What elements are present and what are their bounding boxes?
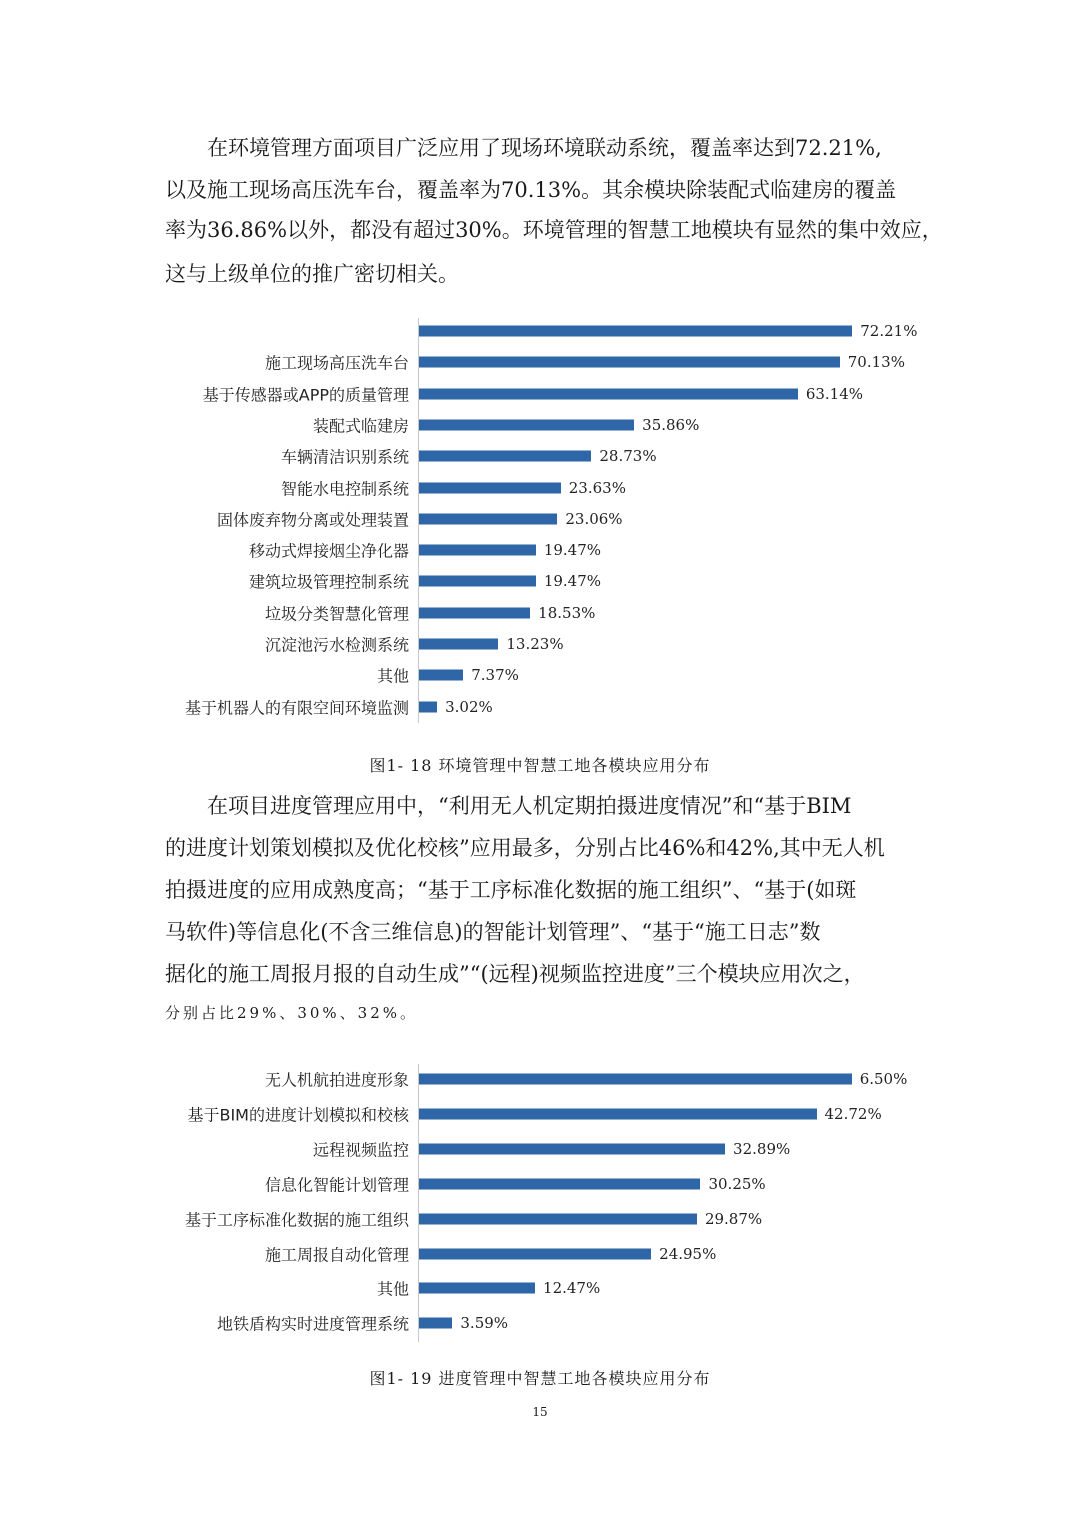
category-label: 垃圾分类智慧化管理: [264, 604, 409, 624]
category-label: 地铁盾构实时进度管理系统: [216, 1314, 409, 1334]
bar: [419, 1248, 651, 1259]
progress-module-bar-chart: [0, 1060, 1080, 1345]
data-label: 23.06%: [565, 509, 623, 528]
category-label: 基于传感器或APP的质量管理: [202, 385, 409, 405]
data-label: 28.73%: [599, 447, 657, 466]
data-label: 29.87%: [704, 1209, 763, 1228]
data-label: 12.47%: [543, 1279, 601, 1298]
category-label: 基于BIM的进度计划模拟和校核: [187, 1105, 409, 1125]
category-label: 建筑垃圾管理控制系统: [248, 572, 409, 592]
category-label: 装配式临建房: [312, 416, 409, 436]
chart-axis-line: [418, 1064, 419, 1342]
data-label: 19.47%: [543, 541, 602, 560]
text-line: 以及施工现场高压洗车台，覆盖率为70.13%。其余模块除装配式临建房的覆盖: [165, 178, 897, 202]
bar: [419, 326, 852, 337]
bar: [419, 482, 561, 493]
bar: [419, 1213, 697, 1224]
text-line: 在环境管理方面项目广泛应用了现场环境联动系统，覆盖率达到72.21%,: [207, 136, 882, 160]
environment-module-bar-chart: [0, 310, 1080, 730]
text-line: 马软件)等信息化(不含三维信息)的智能计划管理”、“基于“施工日志”数: [165, 920, 821, 944]
data-label: 63.14%: [805, 384, 864, 403]
data-label: 19.47%: [543, 572, 602, 591]
category-label: 基于机器人的有限空间环境监测: [184, 698, 409, 718]
bar: [419, 576, 536, 587]
data-label: 72.21%: [860, 322, 918, 340]
category-label: 移动式焊接烟尘净化器: [248, 541, 409, 561]
data-label: 24.95%: [659, 1244, 717, 1263]
bar: [419, 1318, 452, 1329]
data-label: 30.25%: [708, 1174, 766, 1193]
page-number: 15: [532, 1405, 548, 1419]
data-label: 18.53%: [538, 603, 596, 622]
bar: [419, 639, 498, 650]
category-label: 其他: [376, 1279, 409, 1299]
text-line: 率为36.86%以外，都没有超过30%。环境管理的智慧工地模块有显然的集中效应，: [165, 218, 943, 242]
data-label: 7.37%: [471, 666, 519, 685]
bar: [419, 388, 798, 399]
text-line: 的进度计划策划模拟及优化校核”应用最多，分别占比46%和42%,其中无人机: [165, 836, 885, 860]
bar: [419, 1074, 852, 1085]
figure-caption-1-18: 图1- 18 环境管理中智慧工地各模块应用分布: [369, 756, 711, 775]
data-label: 13.23%: [506, 635, 564, 653]
bar: [419, 451, 591, 462]
bar: [419, 607, 530, 618]
text-line: 分别占比29%、30%、32%。: [165, 1004, 419, 1022]
bar: [419, 357, 840, 368]
category-label: 施工周报自动化管理: [264, 1245, 409, 1264]
category-label: 施工现场高压洗车台: [264, 353, 409, 373]
category-label: 固体废弃物分离或处理装置: [216, 510, 409, 530]
category-label: 基于工序标准化数据的施工组织: [184, 1210, 409, 1230]
category-label: 其他: [376, 666, 409, 686]
data-label: 3.59%: [460, 1314, 509, 1333]
data-label: 6.50%: [859, 1070, 908, 1088]
bar: [419, 545, 536, 556]
bar: [419, 1108, 817, 1119]
category-label: 无人机航拍进度形象: [264, 1070, 409, 1090]
data-label: 70.13%: [847, 353, 905, 372]
text-line: 在项目进度管理应用中，“利用无人机定期拍摄进度情况”和“基于BIM: [207, 794, 852, 818]
bar: [419, 1283, 535, 1294]
category-label: 智能水电控制系统: [280, 479, 409, 498]
text-line: 拍摄进度的应用成熟度高；“基于工序标准化数据的施工组织”、“基于(如斑: [165, 878, 857, 902]
category-label: 远程视频监控: [312, 1140, 409, 1160]
bar: [419, 670, 463, 681]
bar: [419, 1178, 700, 1189]
data-label: 42.72%: [824, 1104, 882, 1123]
bar: [419, 1143, 725, 1154]
category-label: 信息化智能计划管理: [264, 1175, 409, 1195]
data-label: 32.89%: [733, 1139, 791, 1158]
data-label: 35.86%: [642, 415, 700, 434]
text-line: 据化的施工周报月报的自动生成”“(远程)视频监控进度”三个模块应用次之，: [165, 962, 865, 986]
data-label: 3.02%: [445, 697, 493, 716]
bar: [419, 513, 557, 524]
category-label: 沉淀池污水检测系统: [264, 635, 409, 655]
figure-caption-1-19: 图1- 19 进度管理中智慧工地各模块应用分布: [369, 1369, 711, 1388]
text-line: 这与上级单位的推广密切相关。: [165, 262, 459, 286]
category-label: 车辆清洁识别系统: [280, 447, 409, 467]
data-label: 23.63%: [568, 478, 626, 497]
bar: [419, 419, 634, 430]
bar: [419, 701, 437, 712]
